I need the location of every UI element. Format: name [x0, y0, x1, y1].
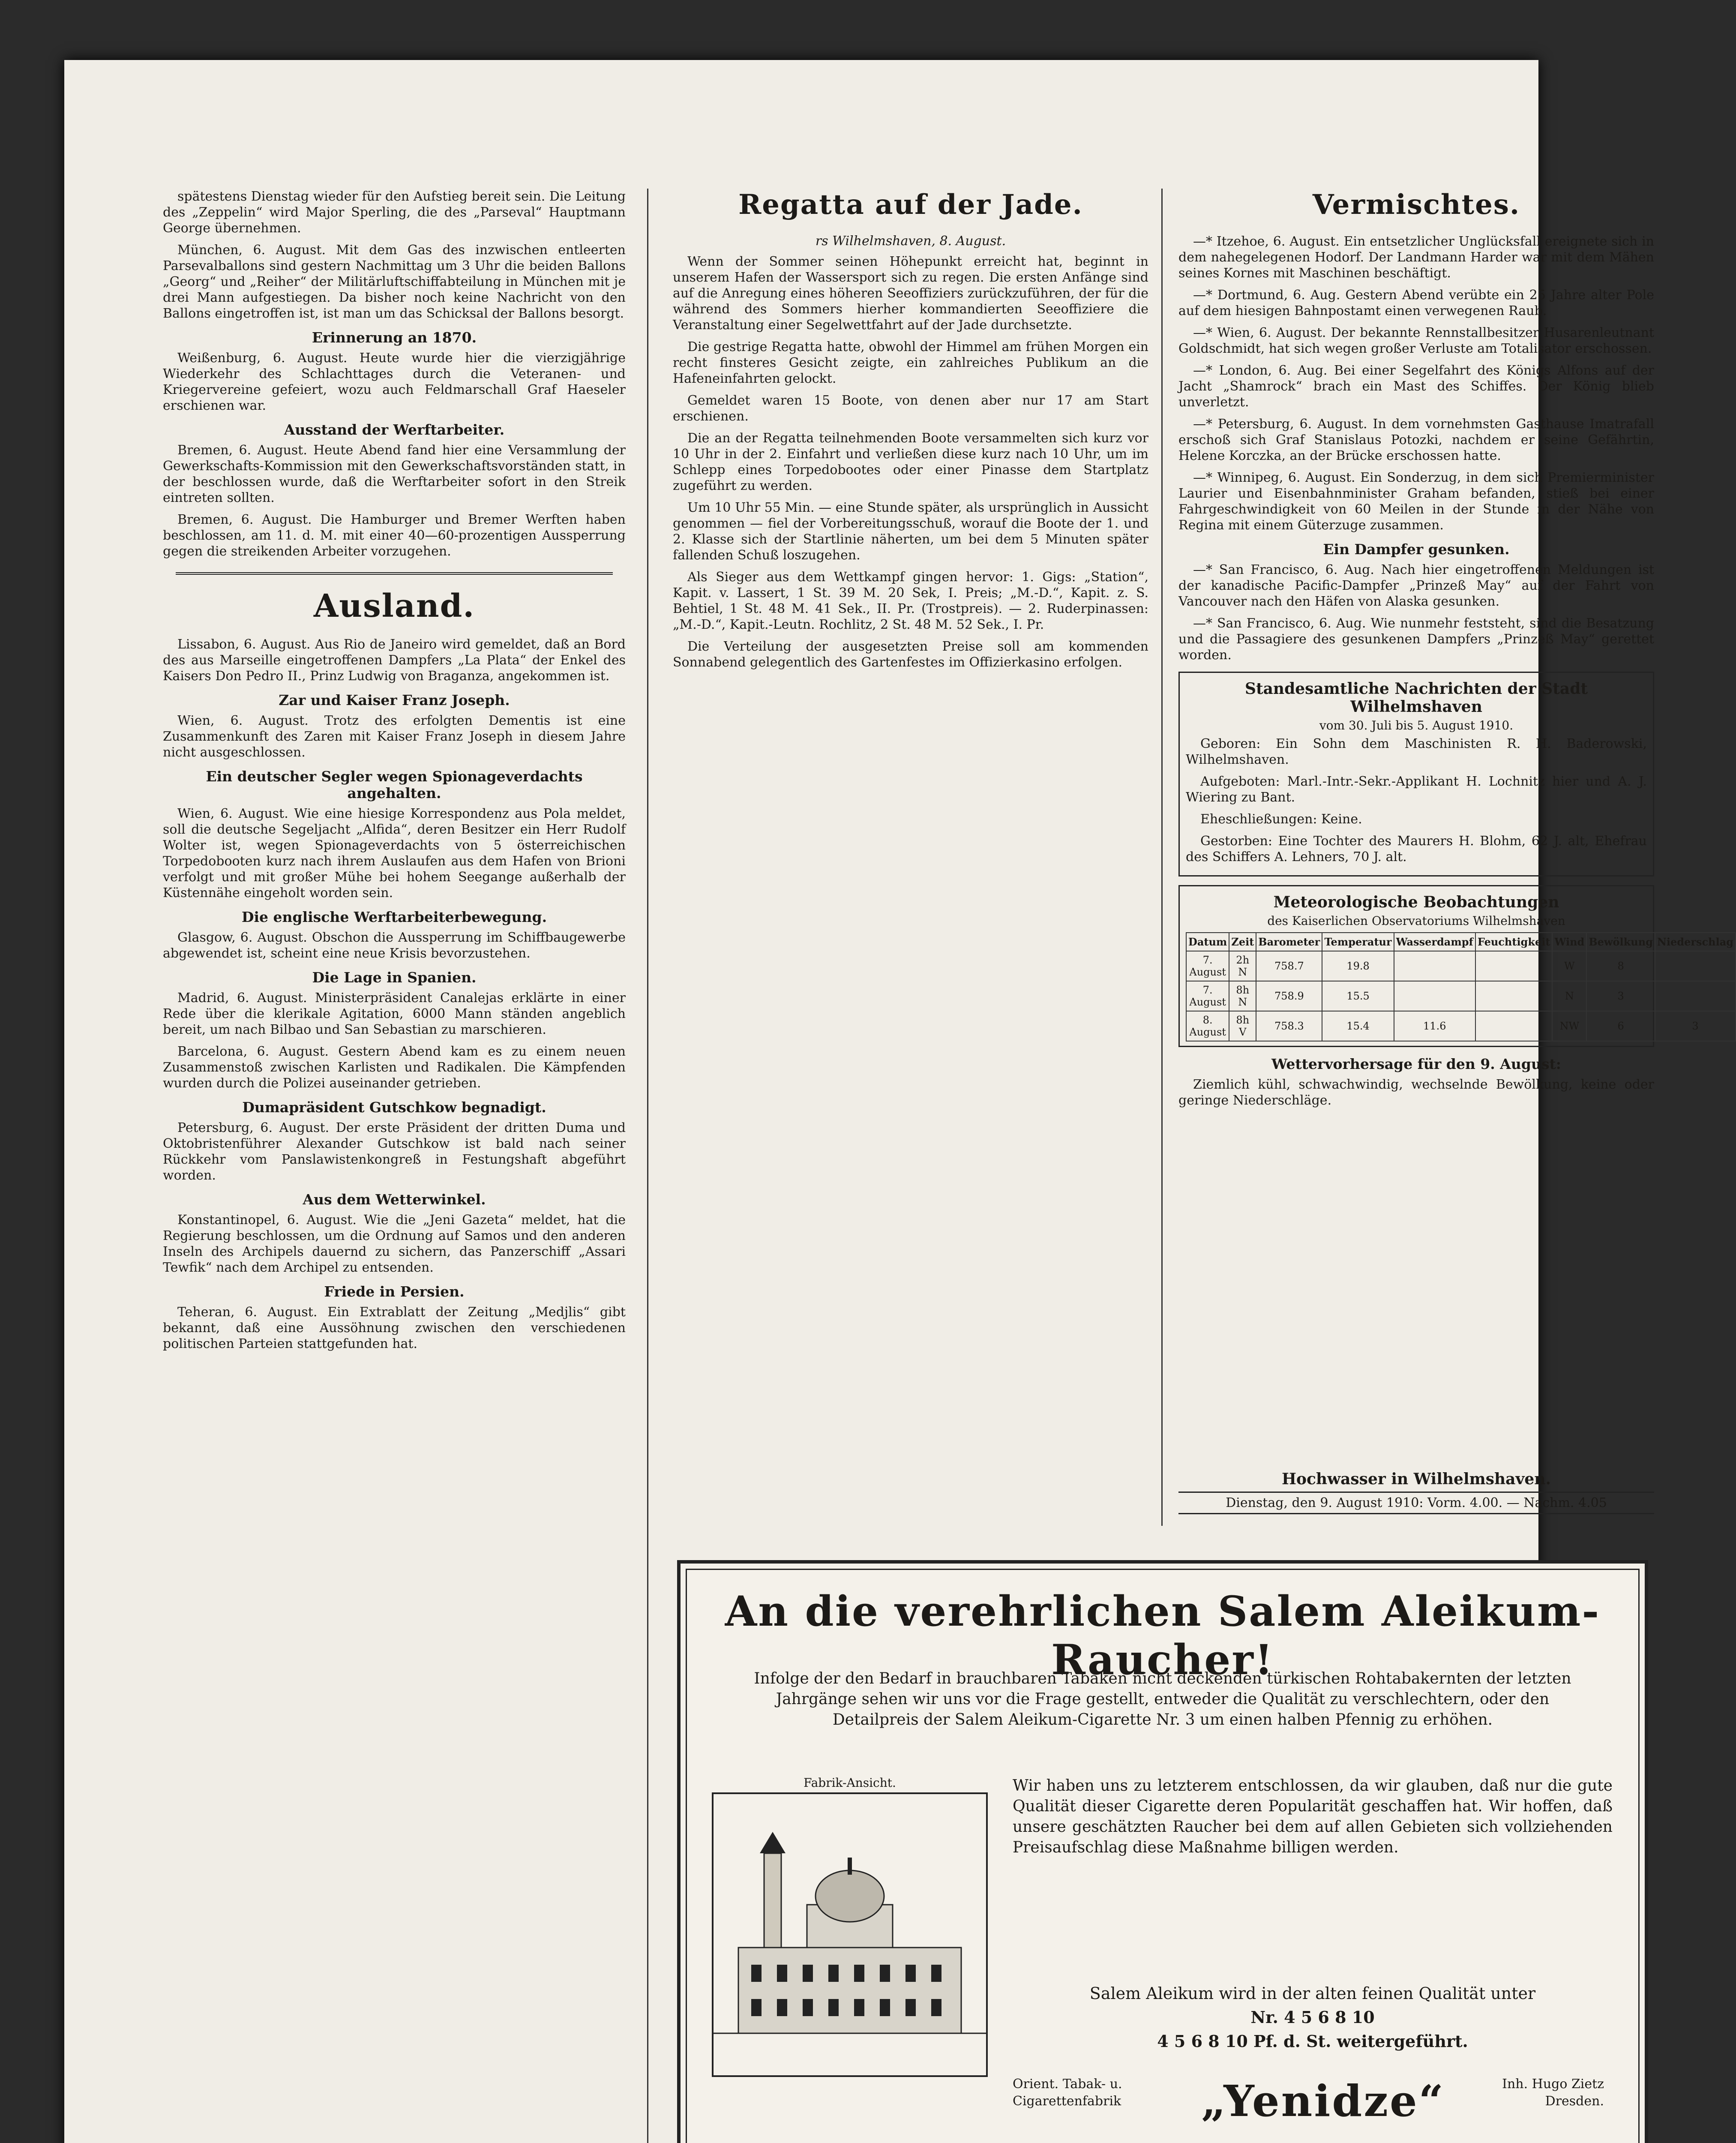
- table-cell: 758.3: [1256, 1011, 1322, 1041]
- table-cell: 15.4: [1322, 1011, 1394, 1041]
- ad-explanation: Wir haben uns zu letzterem entschlossen, da wir glauben, daß nur die gute Qualität dieser Cigarette deren Popularität geschaffen hat. Wir hoffen, daß unsere geschätzten Raucher bei dem auf allen Gebieten sich vollziehenden Preisaufschlag diese Maßnahme billigen werden.: [1013, 1777, 1613, 1856]
- table-cell: [1655, 951, 1736, 981]
- table-cell: W: [1552, 951, 1586, 981]
- section-title-regatta: Regatta auf der Jade.: [738, 189, 1083, 221]
- registry-entry: Geboren: Ein Sohn dem Maschinisten R. H. Baderowski, Wilhelmshaven.: [1186, 736, 1647, 767]
- table-cell: [1475, 951, 1553, 981]
- table-cell: 19.8: [1322, 951, 1394, 981]
- table-cell: 3: [1586, 981, 1655, 1011]
- article-text: Bremen, 6. August. Die Hamburger und Bremer Werften haben beschlossen, am 11. d. M. mit einer 40—60-prozentigen Aussperrung gegen die streikenden Arbeiter vorzugehen.: [163, 512, 626, 559]
- headline: Ein deutscher Segler wegen Spionageverdachts angehalten.: [206, 768, 583, 801]
- table-row: [1186, 981, 1736, 1011]
- table-cell: 8h V: [1229, 1011, 1256, 1041]
- headline: Ausstand der Werftarbeiter.: [284, 421, 505, 438]
- column-header: Bewölkung: [1586, 933, 1655, 951]
- article-text: Madrid, 6. August. Ministerpräsident Canalejas erklärte in einer Rede über die klerikale Agitation, 6000 Mann ständen angeblich bereit, um nach Bilbao und San Sebastian zu marschieren.: [163, 990, 626, 1037]
- table-cell: N: [1552, 981, 1586, 1011]
- table-cell: [1475, 981, 1553, 1011]
- civil-registry-box: [1178, 672, 1654, 876]
- divider: [176, 572, 613, 575]
- article-text: spätestens Dienstag wieder für den Aufstieg bereit sein. Die Leitung des „Zeppelin“ wird Major Sperling, die des „Parseval“ Hauptmann George übernehmen.: [163, 189, 626, 236]
- weather-box: [1178, 885, 1734, 1047]
- manufacturer-line: Cigarettenfabrik: [1013, 2094, 1121, 2109]
- headline: Die Lage in Spanien.: [312, 969, 477, 986]
- article-text: Um 10 Uhr 55 Min. — eine Stunde später, als ursprünglich in Aussicht genommen — fiel der Vorbereitungsschuß, worauf die Boote der 1. und 2. Klasse sich der Startlinie näherten, um bei dem 5 Minuten später fallenden Schuß loszugehen.: [673, 500, 1148, 563]
- ad-headline: An die verehrlichen Salem Aleikum-Raucher!: [725, 1587, 1601, 1684]
- section-title-vermischtes: Vermischtes.: [1312, 189, 1520, 221]
- advertisement-salem-aleikum: [677, 1560, 1648, 2143]
- table-cell: 7. August: [1186, 981, 1229, 1011]
- table-header-row: [1186, 933, 1736, 951]
- ad-price-line: Salem Aleikum wird in der alten feinen Qualität unter: [1089, 1984, 1536, 2003]
- ad-price-numbers: Nr. 4 5 6 8 10: [1250, 2008, 1375, 2027]
- ad-body-text: Infolge der den Bedarf in brauchbaren Tabaken nicht deckenden türkischen Rohtabakernten der letzten Jahrgänge sehen wir uns vor die Frage gestellt, entweder die Qualität zu verschlechtern, oder den Detailpreis der Salem Aleikum-Cigarette Nr. 3 um einen halben Pfennig zu erhöhen.: [754, 1670, 1571, 1729]
- headline: Aus dem Wetterwinkel.: [303, 1191, 486, 1208]
- column-header: Wasserdampf: [1394, 933, 1475, 951]
- table-cell: 2h N: [1229, 951, 1256, 981]
- column-regatta: [673, 189, 1148, 1552]
- weather-subtitle: des Kaiserlichen Observatoriums Wilhelmshaven: [1267, 914, 1565, 928]
- article-text: Glasgow, 6. August. Obschon die Aussperrung im Schiffbaugewerbe abgewendet ist, scheint eine neue Krisis bevorzustehen.: [163, 930, 626, 961]
- article-text: —* Dortmund, 6. Aug. Gestern Abend verübte ein 25 Jahre alter Pole auf dem hiesigen Bahnpostamt einen verwegenen Raub.: [1178, 288, 1654, 318]
- ad-owner: [1502, 2076, 1604, 2110]
- article-text: Wien, 6. August. Trotz des erfolgten Dementis ist eine Zusammenkunft des Zaren mit Kaiser Franz Joseph in diesem Jahre nicht ausgeschlossen.: [163, 713, 626, 760]
- high-water-box: [1178, 1470, 1654, 1514]
- column-header: Zeit: [1229, 933, 1256, 951]
- table-cell: NW: [1552, 1011, 1586, 1041]
- column-rule: [647, 189, 648, 2143]
- article-text: Die an der Regatta teilnehmenden Boote versammelten sich kurz vor 10 Uhr in der 2. Einfahrt und verließen diese kurz nach 10 Uhr, um im Schlepp eines Torpedobootes oder einer Pinasse dem Startplatz zugeführt zu werden.: [673, 431, 1148, 493]
- ad-frame: [686, 1569, 1640, 2143]
- headline: Die englische Werftarbeiterbewegung.: [241, 909, 547, 925]
- article-text: —* Itzehoe, 6. August. Ein entsetzlicher Unglücksfall ereignete sich in dem nahegelegenen Hodorf. Der Landmann Harder war mit dem Mähen seines Kornes mit Maschinen beschäftigt.: [1178, 234, 1654, 281]
- article-text: München, 6. August. Mit dem Gas des inzwischen entleerten Parsevalballons sind gestern Nachmittag um 3 Uhr die beiden Ballons „Georg“ und „Reiher“ der Militärluftschiffabteilung in München mit je drei Mann aufgestiegen. Da bisher noch keine Nachricht von den Ballons eingetroffen ist, ist man um das Schicksal der Ballons besorgt.: [163, 243, 626, 321]
- weather-table: [1186, 932, 1736, 1041]
- article-text: Als Sieger aus dem Wettkampf gingen hervor: 1. Gigs: „Station“, Kapit. v. Lassert, 1 St. 39 M. 20 Sek, I. Preis; „M.-D.“, Kapit. z. S. Behtiel, 1 St. 48 M. 41 Sek., II. Pr. (Trostpreis). — 2. Ruderpinassen: „M.-D.“, Kapit.-Leutn. Rochlitz, 2 St. 48 M. 52 Sek., I. Pr.: [673, 570, 1148, 632]
- table-cell: 6: [1586, 1011, 1655, 1041]
- registry-entry: Aufgeboten: Marl.-Intr.-Sekr.-Applikant H. Lochnitz hier und A. J. Wiering zu Bant.: [1186, 774, 1647, 805]
- manufacturer-line: Orient. Tabak- u.: [1013, 2077, 1122, 2092]
- table-cell: 758.9: [1256, 981, 1322, 1011]
- registry-title: Standesamtliche Nachrichten der Stadt Wilhelmshaven: [1244, 680, 1588, 716]
- article-text: Teheran, 6. August. Ein Extrablatt der Zeitung „Medjlis“ gibt bekannt, daß eine Aussöhnung zwischen den verschiedenen politischen Parteien stattgefunden hat.: [163, 1305, 626, 1351]
- high-water-text: Dienstag, den 9. August 1910: Vorm. 4.00. — Nachm. 4.05: [1178, 1492, 1654, 1514]
- headline: Zar und Kaiser Franz Joseph.: [279, 692, 510, 708]
- ad-price-numbers: 4 5 6 8 10 Pf. d. St. weitergeführt.: [1157, 2032, 1468, 2051]
- ad-price-list: [1013, 1981, 1613, 2053]
- newspaper-page: [64, 60, 1734, 2143]
- ad-brand: „Yenidze“: [1201, 2076, 1445, 2126]
- column-header: Temperatur: [1322, 933, 1394, 951]
- table-cell: 8h N: [1229, 981, 1256, 1011]
- article-text: —* Winnipeg, 6. August. Ein Sonderzug, in dem sich Premierminister Laurier und Eisenbahnminister Graham befanden, stieß bei einer Fahrgeschwindigkeit von 60 Meilen in der Stunde in der Nähe von Regina mit einem Güterzuge zusammen.: [1178, 470, 1654, 533]
- table-cell: 8. August: [1186, 1011, 1229, 1041]
- article-text: Konstantinopel, 6. August. Wie die „Jeni Gazeta“ meldet, hat die Regierung beschlossen, um die Ordnung auf Samos und den anderen Inseln des Archipels dauernd zu sichern, das Panzerschiff „Assari Tewfik“ nach dem Archipel zu entsenden.: [163, 1213, 626, 1275]
- owner-line: Dresden.: [1545, 2094, 1604, 2109]
- column-vermischtes: [1178, 189, 1734, 1552]
- article-text: Die Verteilung der ausgesetzten Preise soll am kommenden Sonnabend gelegentlich des Gartenfestes im Offizierkasino erfolgen.: [673, 639, 1148, 670]
- table-cell: 758.7: [1256, 951, 1322, 981]
- dateline: rs Wilhelmshaven, 8. August.: [815, 234, 1006, 249]
- column-header: Datum: [1186, 933, 1229, 951]
- column-header: Barometer: [1256, 933, 1322, 951]
- article-text: Petersburg, 6. August. Der erste Präsident der dritten Duma und Oktobristenführer Alexander Gutschkow ist bald nach seiner Rückkehr vom Panslawistenkongreß in Festungshaft abgeführt worden.: [163, 1120, 626, 1183]
- article-text: —* Wien, 6. August. Der bekannte Rennstallbesitzer Husarenleutnant Goldschmidt, hat sich wegen großer Verluste am Totalisator erschossen.: [1178, 325, 1654, 356]
- table-cell: 11.6: [1394, 1011, 1475, 1041]
- headline: Friede in Persien.: [324, 1283, 465, 1300]
- registry-entry: Gestorben: Eine Tochter des Maurers H. Blohm, 62 J. alt, Ehefrau des Schiffers A. Lehners, 70 J. alt.: [1186, 834, 1647, 864]
- table-cell: 15.5: [1322, 981, 1394, 1011]
- article-text: Wien, 6. August. Wie eine hiesige Korrespondenz aus Pola meldet, soll die deutsche Segeljacht „Alfida“, deren Besitzer ein Herr Rudolf Wolter ist, wegen Spionageverdachts von 5 österreichischen Torpedobooten kurz nach ihrem Auslaufen aus dem Hafen von Brioni verfolgt und mit großer Mühe bei hohem Seegange außerhalb der Küstennähe eingeholt worden sein.: [163, 806, 626, 900]
- high-water-title: Hochwasser in Wilhelmshaven.: [1281, 1470, 1551, 1488]
- owner-line: Inh. Hugo Zietz: [1502, 2077, 1604, 2092]
- table-cell: 3: [1655, 1011, 1736, 1041]
- article-text: Barcelona, 6. August. Gestern Abend kam es zu einem neuen Zusammenstoß zwischen Karlisten und Radikalen. Die Kämpfenden wurden durch die Polizei auseinander getrieben.: [163, 1044, 626, 1091]
- headline: Ein Dampfer gesunken.: [1323, 541, 1510, 558]
- forecast-text: Ziemlich kühl, schwachwindig, wechselnde Bewölkung, keine oder geringe Niederschläge.: [1178, 1077, 1654, 1108]
- column-politics: [163, 189, 626, 2143]
- weather-title: Meteorologische Beobachtungen: [1273, 893, 1559, 911]
- article-text: Wenn der Sommer seinen Höhepunkt erreicht hat, beginnt in unserem Hafen der Wassersport sich zu regen. Die ersten Anfänge sind auf die Anregung eines höheren Seeoffiziers zurückzuführen, der für die während des Sommers hierher kommandierten Seeoffiziere die Veranstaltung einer Segelwettfahrt auf der Jade durchsetzte.: [673, 254, 1148, 333]
- section-title-ausland: Ausland.: [313, 588, 475, 624]
- column-header: Wind: [1552, 933, 1586, 951]
- factory-label: Fabrik-Ansicht.: [804, 1776, 896, 1790]
- column-header: Feuchtigkeit: [1475, 933, 1553, 951]
- yenidze-factory-icon: [713, 1793, 987, 2076]
- table-row: [1186, 1011, 1736, 1041]
- article-text: —* San Francisco, 6. Aug. Wie nunmehr feststeht, sind die Besatzung und die Passagiere des gesunkenen Dampfers „Prinzeß May“ gerettet worden.: [1178, 616, 1654, 663]
- table-cell: 7. August: [1186, 951, 1229, 981]
- factory-illustration: [713, 1776, 987, 2084]
- article-text: —* San Francisco, 6. Aug. Nach hier eingetroffenen Meldungen ist der kanadische Pacific-Dampfer „Prinzeß May“ auf der Fahrt von Vancouver nach den Häfen von Alaska gesunken.: [1178, 562, 1654, 609]
- forecast-title: Wettervorhersage für den 9. August:: [1271, 1056, 1561, 1072]
- article-text: Bremen, 6. August. Heute Abend fand hier eine Versammlung der Gewerkschafts-Kommission mit den Gewerkschaftsvorständen statt, in der beschlossen wurde, daß die Werftarbeiter sofort in den Streik eintreten sollten.: [163, 443, 626, 505]
- article-text: Lissabon, 6. August. Aus Rio de Janeiro wird gemeldet, daß an Bord des aus Marseille eingetroffenen Dampfers „La Plata“ der Enkel des Kaisers Don Pedro II., Prinz Ludwig von Braganza, angekommen ist.: [163, 637, 626, 684]
- table-cell: [1655, 981, 1736, 1011]
- table-cell: 8: [1586, 951, 1655, 981]
- column-header: Niederschlag: [1655, 933, 1736, 951]
- table-cell: [1475, 1011, 1553, 1041]
- table-row: [1186, 951, 1736, 981]
- article-text: Gemeldet waren 15 Boote, von denen aber nur 17 am Start erschienen.: [673, 393, 1148, 424]
- article-text: —* Petersburg, 6. August. In dem vornehmsten Gasthause Imatrafall erschoß sich Graf Stanislaus Potozki, nachdem er seine Gefährtin, Helene Korczka, an der Brücke erschossen hatte.: [1178, 417, 1654, 463]
- table-cell: [1394, 981, 1475, 1011]
- headline: Erinnerung an 1870.: [312, 329, 477, 346]
- table-cell: [1394, 951, 1475, 981]
- registry-subtitle: vom 30. Juli bis 5. August 1910.: [1319, 718, 1514, 732]
- article-text: Die gestrige Regatta hatte, obwohl der Himmel am frühen Morgen ein recht finsteres Gesicht zeigte, ein zahlreiches Publikum an die Hafeneinfahrten gelockt.: [673, 339, 1148, 386]
- article-text: —* London, 6. Aug. Bei einer Segelfahrt des Königs Alfons auf der Jacht „Shamrock“ brach ein Mast des Schiffes. Der König blieb unverletzt.: [1178, 363, 1654, 410]
- headline: Dumapräsident Gutschkow begnadigt.: [242, 1099, 546, 1116]
- registry-entry: Eheschließungen: Keine.: [1200, 812, 1362, 827]
- ad-manufacturer: [1013, 2076, 1122, 2110]
- column-rule: [1161, 189, 1163, 1526]
- article-text: Weißenburg, 6. August. Heute wurde hier die vierzigjährige Wiederkehr des Schlachttages durch die Veteranen- und Kriegervereine gefeiert, wozu auch Feldmarschall Graf Haeseler erschienen war.: [163, 351, 626, 413]
